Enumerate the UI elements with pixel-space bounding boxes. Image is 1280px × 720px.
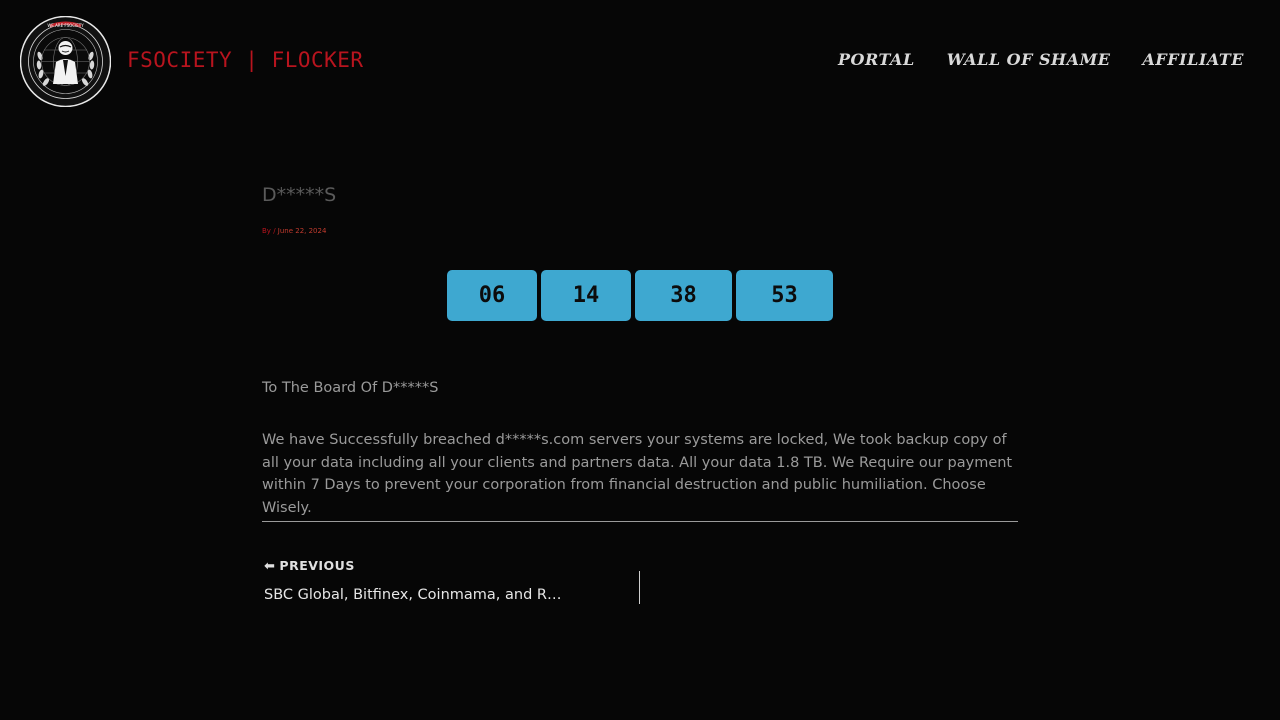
main-nav [838, 50, 1244, 69]
post-meta-separator: / [273, 227, 276, 235]
site-header [0, 0, 1280, 125]
left-arrow-icon: ⬅ [264, 559, 276, 574]
post-navigation [262, 556, 1018, 606]
post-meta-by: By [262, 227, 271, 235]
post-meta [262, 227, 326, 235]
countdown-days: 06 [447, 270, 537, 321]
masked-figure-laurel-emblem-icon [20, 16, 111, 107]
previous-label: PREVIOUS [279, 558, 355, 573]
previous-post-label-group[interactable] [264, 558, 355, 574]
nav-item-portal[interactable]: PORTAL [838, 50, 915, 69]
post-nav-divider [639, 571, 640, 604]
countdown-seconds: 53 [736, 270, 833, 321]
nav-item-wall-of-shame[interactable]: WALL OF SHAME [946, 50, 1111, 69]
post-body: We have Successfully breached d*****s.com servers your systems are locked, We took backup copy of all your data including all your clients and partners data. All your data 1.8 TB. We Require our payment within 7 Days to prevent your corporation from financial destruction and public humiliation. Choose Wisely. [262, 432, 1013, 516]
site-logo[interactable] [20, 16, 111, 107]
previous-post-link[interactable]: SBC Global, Bitfinex, Coinmama, and R… [264, 587, 562, 603]
countdown-hours: 14 [541, 270, 631, 321]
site-title[interactable]: FSOCIETY | FLOCKER [127, 48, 364, 72]
post-title: D*****S [262, 184, 337, 206]
countdown-minutes: 38 [635, 270, 732, 321]
post-date[interactable]: June 22, 2024 [277, 227, 327, 235]
content-divider [262, 521, 1018, 522]
logo-top-text: WE ARE FSOCIETY [47, 23, 84, 28]
nav-item-affiliate[interactable]: AFFILIATE [1142, 50, 1244, 69]
post-salutation: To The Board Of D*****S [262, 380, 439, 396]
